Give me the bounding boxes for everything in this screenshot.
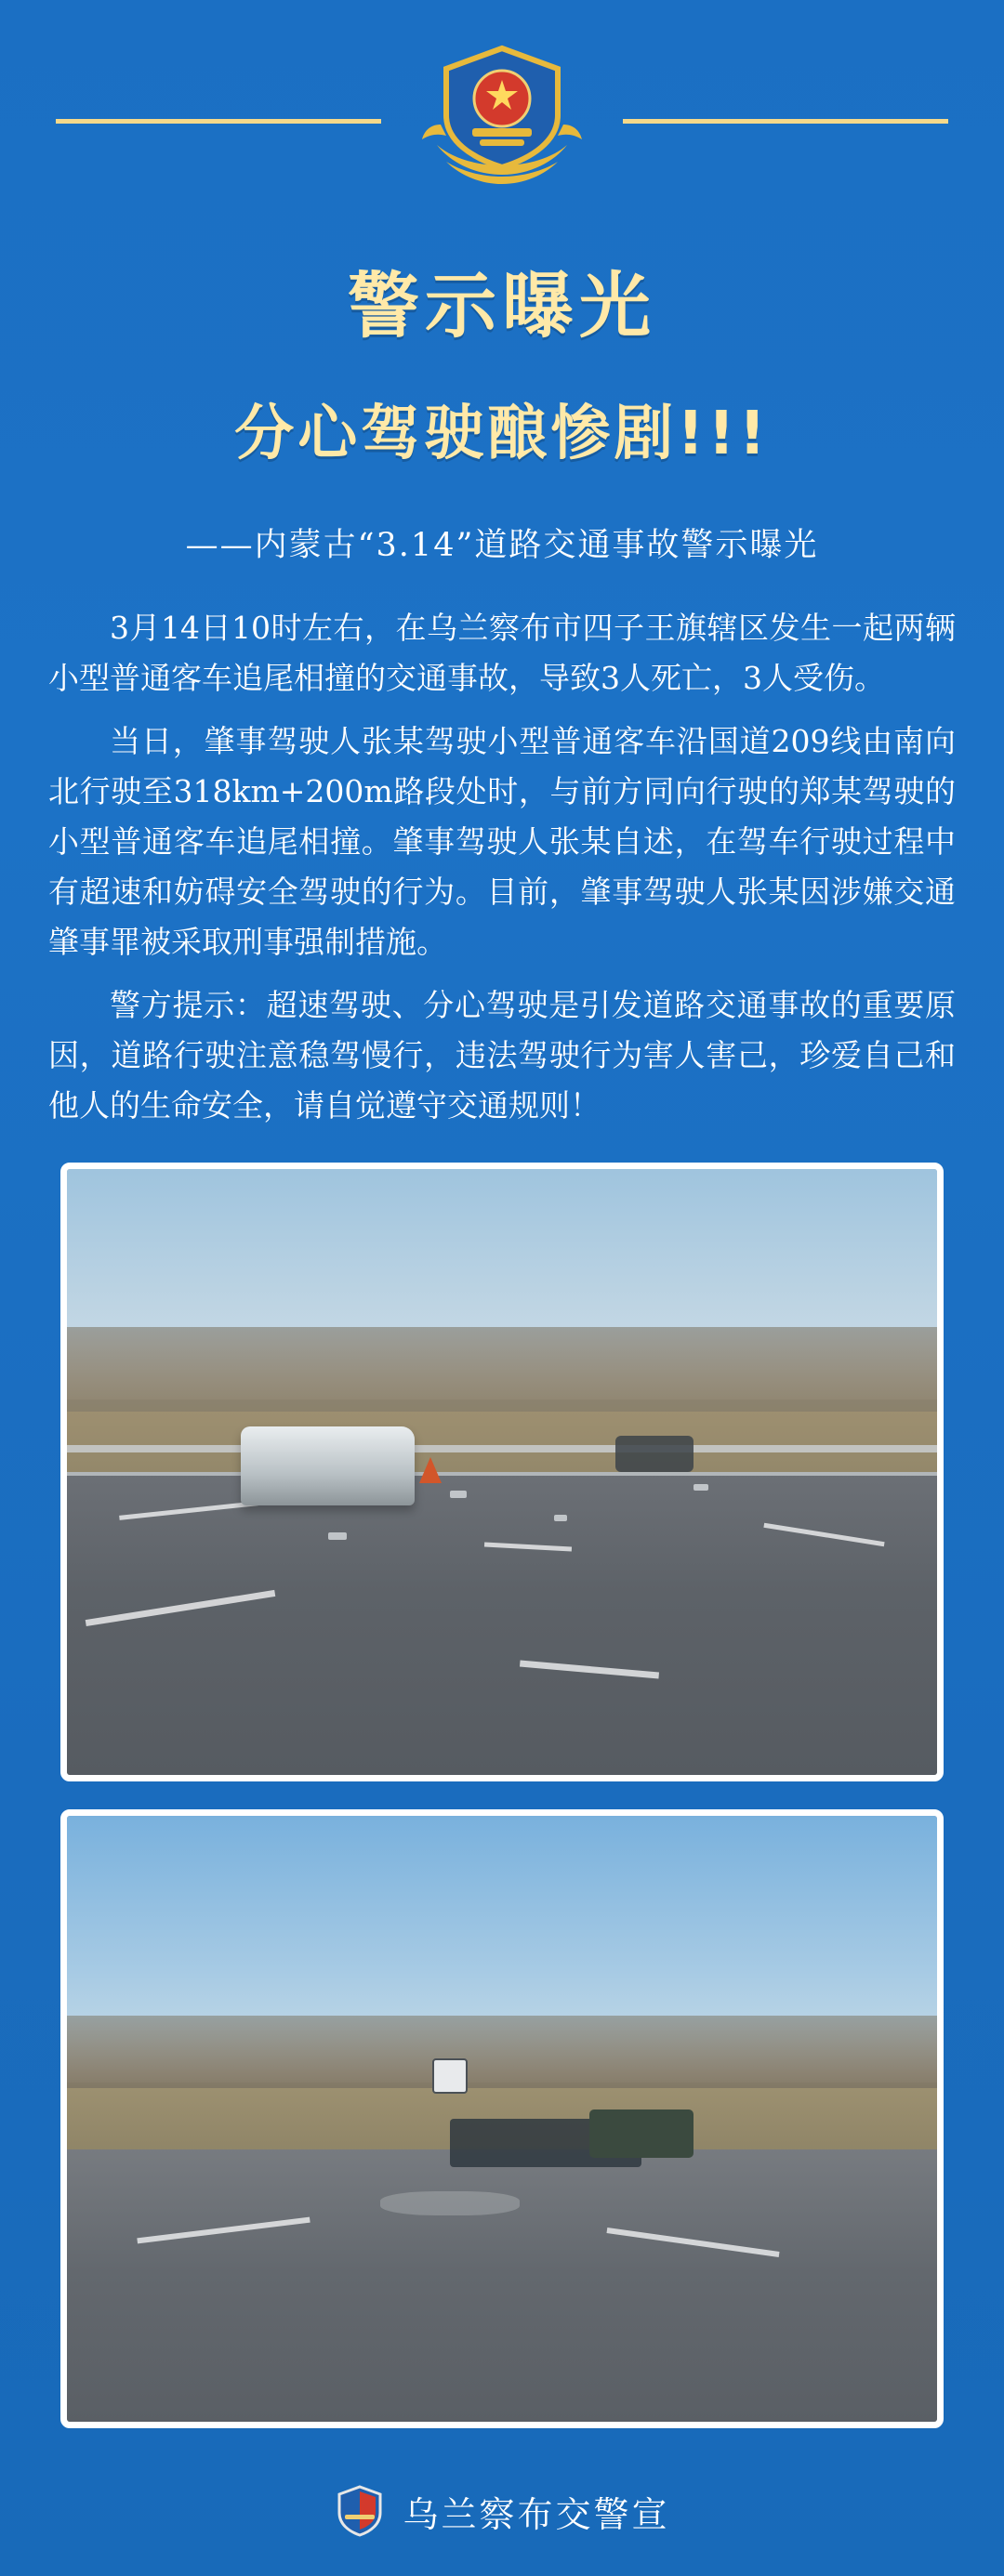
photo1-debris [450,1491,467,1498]
page-kicker: ——内蒙古“3.14”道路交通事故警示曝光 [185,527,819,564]
divider-right [623,119,948,124]
photo2-road [67,2149,937,2422]
page-subtitle: 分心驾驶酿惨剧!!! [234,400,770,468]
footer-signature: 乌兰察布交警宣 [403,2493,670,2535]
photo1-road-edge [67,1472,937,1476]
page-title: 警示曝光 [348,266,656,348]
divider-left [56,119,381,124]
photo2-road-stain [380,2191,520,2215]
article-paragraph-2: 当日，肇事驾驶人张某驾驶小型普通客车沿国道209线由南向北行驶至318km+200m路段处时，与前方同向行驶的郑某驾驶的小型普通客车追尾相撞。肇事驾驶人张某自述，在驾车行驶过程中有超速和妨碍安全驾驶的行为。目前，肇事驾驶人张某因涉嫌交通肇事罪被采取刑事强制措施。 [48,723,956,960]
photo1-guardrail [67,1445,937,1452]
photo1-second-vehicle [615,1436,694,1472]
article-paragraph-3: 警方提示：超速驾驶、分心驾驶是引发道路交通事故的重要原因，道路行驶注意稳驾慢行，违法驾驶行为害人害己，珍爱自己和他人的生命安全，请自觉遵守交通规则！ [48,987,956,1124]
police-emblem-icon [418,35,586,195]
photo2-road-sign [432,2058,468,2094]
photo2-recovery-truck [589,2109,694,2158]
photo1-treeline [67,1327,937,1424]
accident-scene-photo-2 [60,1809,944,2428]
traffic-police-badge-icon [334,2484,386,2538]
article-body [48,603,956,1131]
photo-gallery [60,1163,944,2428]
photo1-traffic-cone [419,1457,442,1483]
header [0,0,1004,232]
photo1-debris [694,1484,708,1491]
photo1-debris [328,1532,347,1540]
accident-scene-photo-1 [60,1163,944,1781]
footer [0,2469,1004,2553]
photo1-road [67,1472,937,1775]
photo1-debris [554,1515,567,1521]
article-paragraph-1: 3月14日10时左右，在乌兰察布市四子王旗辖区发生一起两辆小型普通客车追尾相撞的交通事故，导致3人死亡，3人受伤。 [48,610,956,696]
photo1-damaged-car [241,1426,415,1505]
